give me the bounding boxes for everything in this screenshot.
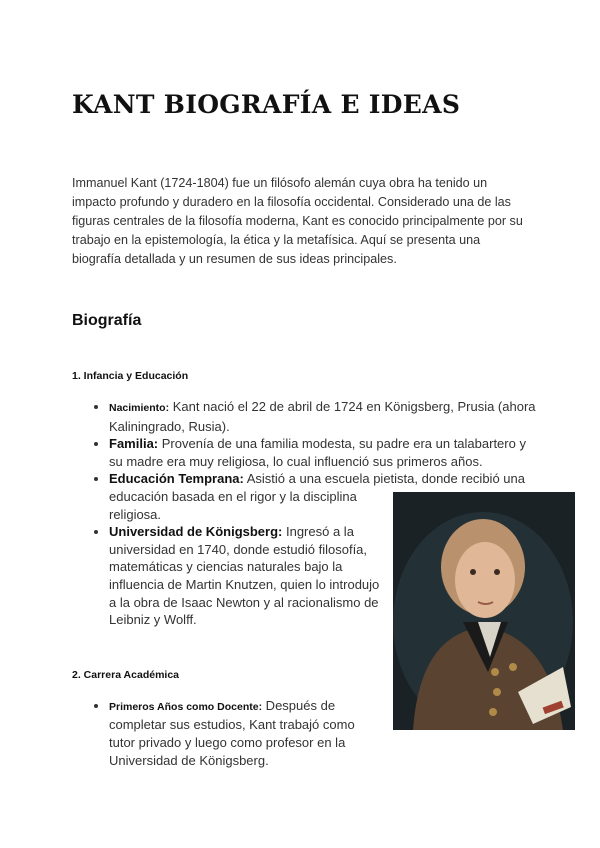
- page-title: KANT BIOGRAFÍA E IDEAS: [72, 90, 461, 119]
- section-heading: Biografía: [72, 312, 142, 329]
- list-item: • Universidad de Königsberg: Ingresó a la universidad en 1740, donde estudió filosofía, matemáticas y ciencias naturales bajo la influencia de Martin Knutzen, quien lo introdujo a la obra de Isaac Newton y al racionalismo de Leibniz y Wolff.: [109, 523, 542, 629]
- list-item: • Primeros Años como Docente: Después de completar sus estudios, Kant trabajó como tutor privado y luego como profesor en la Universidad de Königsberg.: [109, 697, 542, 769]
- subheading-carrera: 2. Carrera Académica: [72, 668, 180, 681]
- list-item: • Nacimiento: Kant nació el 22 de abril de 1724 en Königsberg, Prusia (ahora Kaliningrado, Rusia).: [109, 398, 542, 435]
- list-item: • Familia: Provenía de una familia modesta, su padre era un talabartero y su madre era muy religiosa, lo cual influenció sus primeros años.: [109, 435, 542, 470]
- intro-paragraph: Immanuel Kant (1724-1804) fue un filósofo alemán cuya obra ha tenido un impacto profundo y duradero en la filosofía occidental. Considerado una de las figuras centrales de la filosofía moderna, Kant es conocido principalmente por su trabajo en la epistemología, la ética y la metafísica. Aquí se presenta una biografía detallada y un resumen de sus ideas principales.: [72, 176, 523, 266]
- biography-content: [72, 368, 542, 769]
- kant-portrait-image: [393, 492, 575, 730]
- list-item: • Educación Temprana: Asistió a una escuela pietista, donde recibió una educación basada en el rigor y la disciplina religiosa.: [109, 470, 542, 523]
- subheading-infancia: 1. Infancia y Educación: [72, 370, 189, 382]
